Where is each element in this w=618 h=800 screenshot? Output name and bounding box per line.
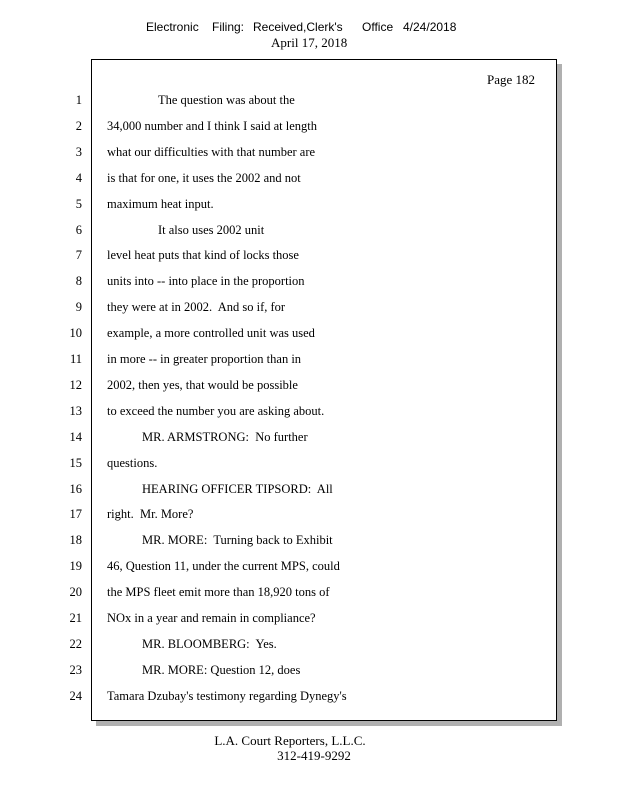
- line-number: 15: [69, 455, 82, 470]
- transcript-line: [0, 663, 560, 681]
- transcript-line: [0, 223, 560, 241]
- transcript-line: [0, 274, 560, 292]
- line-text: what our difficulties with that number are: [107, 144, 316, 159]
- line-number: 6: [75, 222, 82, 237]
- line-text: Tamara Dzubay's testimony regarding Dynegy's: [107, 688, 347, 703]
- line-text: The question was about the: [158, 93, 295, 107]
- transcript-line: [0, 585, 560, 603]
- line-number: 16: [69, 481, 82, 496]
- line-text: It also uses 2002 unit: [158, 222, 265, 237]
- filing-stamp: [0, 20, 618, 36]
- line-text: NOx in a year and remain in compliance?: [107, 611, 316, 625]
- line-number: 14: [69, 429, 82, 444]
- line-text: example, a more controlled unit was used: [107, 326, 315, 341]
- reporter-phone: 312-419-9292: [277, 748, 351, 763]
- line-number: 2: [75, 118, 82, 133]
- line-text: MR. BLOOMBERG: Yes.: [142, 636, 277, 651]
- line-number: 1: [75, 93, 82, 107]
- line-number: 11: [69, 352, 82, 366]
- line-text: MR. ARMSTRONG: No further: [142, 429, 308, 444]
- transcript-line: [0, 430, 560, 448]
- line-number: 13: [69, 403, 82, 418]
- line-number: 4: [75, 170, 82, 185]
- transcript-line: [0, 171, 560, 189]
- line-text: right. Mr. More?: [107, 507, 194, 522]
- line-number: 9: [75, 300, 82, 315]
- transcript-line: [0, 248, 560, 266]
- transcript-line: [0, 119, 560, 137]
- line-text: units into -- into place in the proportion: [107, 274, 305, 289]
- line-number: 23: [69, 662, 82, 677]
- stamp-received: Received,Clerk's: [253, 20, 343, 34]
- line-number: 8: [75, 274, 82, 289]
- transcript-line: [0, 145, 560, 163]
- line-text: maximum heat input.: [107, 196, 214, 211]
- stamp-date: 4/24/2018: [403, 20, 457, 34]
- line-text: to exceed the number you are asking about.: [107, 403, 325, 418]
- transcript-line: [0, 559, 560, 577]
- hearing-date: April 17, 2018: [271, 35, 348, 50]
- stamp-electronic: Electronic: [146, 20, 199, 34]
- line-text: 2002, then yes, that would be possible: [107, 377, 298, 392]
- line-number: 22: [69, 636, 82, 651]
- line-number: 5: [75, 196, 82, 211]
- line-number: 18: [69, 533, 82, 548]
- line-number: 20: [69, 585, 82, 600]
- line-text: HEARING OFFICER TIPSORD: All: [142, 481, 333, 496]
- transcript-line: [0, 197, 560, 215]
- line-number: 12: [69, 377, 82, 392]
- transcript-line: [0, 378, 560, 396]
- transcript-line: [0, 637, 560, 655]
- page-number: Page 182: [487, 72, 536, 87]
- line-number: 24: [69, 688, 82, 703]
- transcript-line: [0, 326, 560, 344]
- line-number: 21: [69, 611, 82, 625]
- line-text: in more -- in greater proportion than in: [107, 352, 302, 366]
- transcript-line: [0, 300, 560, 318]
- line-text: is that for one, it uses the 2002 and not: [107, 170, 301, 185]
- line-text: 46, Question 11, under the current MPS, could: [107, 559, 340, 574]
- transcript-line: [0, 404, 560, 422]
- line-text: 34,000 number and I think I said at length: [107, 118, 318, 133]
- transcript-line: [0, 352, 560, 370]
- line-number: 7: [75, 248, 82, 263]
- line-text: they were at in 2002. And so if, for: [107, 300, 286, 315]
- line-text: level heat puts that kind of locks those: [107, 248, 299, 263]
- line-number: 3: [75, 144, 82, 159]
- transcript-line: [0, 533, 560, 551]
- transcript-line: [0, 482, 560, 500]
- line-text: MR. MORE: Question 12, does: [142, 662, 301, 677]
- stamp-office: Office: [362, 20, 394, 34]
- line-text: the MPS fleet emit more than 18,920 tons of: [107, 585, 330, 600]
- transcript-line: [0, 93, 560, 111]
- reporter-company: L.A. Court Reporters, L.L.C.: [214, 733, 366, 748]
- transcript-line: [0, 456, 560, 474]
- line-text: MR. MORE: Turning back to Exhibit: [142, 533, 333, 548]
- line-number: 10: [69, 326, 82, 341]
- transcript-line: [0, 507, 560, 525]
- transcript-line: [0, 689, 560, 707]
- line-text: questions.: [107, 455, 158, 470]
- transcript-line: [0, 611, 560, 629]
- line-number: 19: [69, 559, 82, 574]
- stamp-filing: Filing:: [212, 20, 245, 34]
- line-number: 17: [69, 507, 82, 522]
